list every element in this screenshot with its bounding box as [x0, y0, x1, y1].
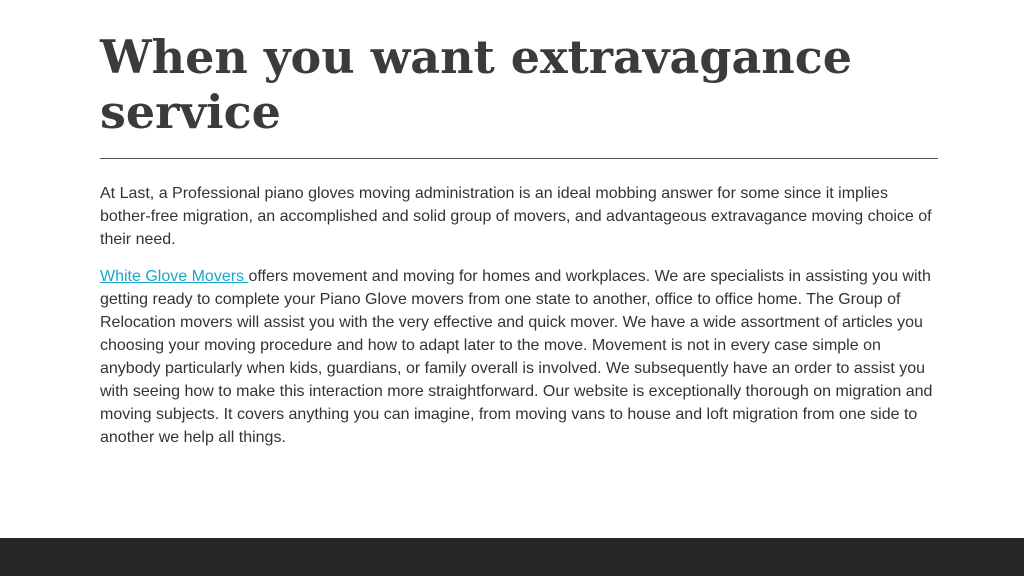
paragraph-details-text: offers movement and moving for homes and workplaces. We are specialists in assisting you with getting ready to complete your Piano Glove movers from one state to another, office to office home. The Group of Relocation movers will assist you with the very effective and quick mover. We have a wide assortment of articles you choosing your moving procedure and how to adapt later to the move. Movement is not in every case simple on anybody particularly when kids, guardians, or family overall is involved. We subsequently have an order to assist you with seeing how to make this interaction more straightforward. Our website is exceptionally thorough on migration and moving subjects. It covers anything you can imagine, from moving vans to house and loft migration from one side to another we help all things.: [100, 268, 933, 446]
paragraph-details: [100, 265, 940, 449]
title-divider: [100, 158, 938, 159]
white-glove-movers-link[interactable]: White Glove Movers: [100, 268, 249, 285]
paragraph-intro: At Last, a Professional piano gloves moving administration is an ideal mobbing answer for some since it implies bother-free migration, an accomplished and solid group of movers, and advantageous extravagance moving choice of their need.: [100, 185, 932, 248]
slide-title: When you want extravagance service: [100, 30, 853, 139]
slide-body: [100, 182, 940, 463]
footer-bar: [0, 538, 1024, 576]
